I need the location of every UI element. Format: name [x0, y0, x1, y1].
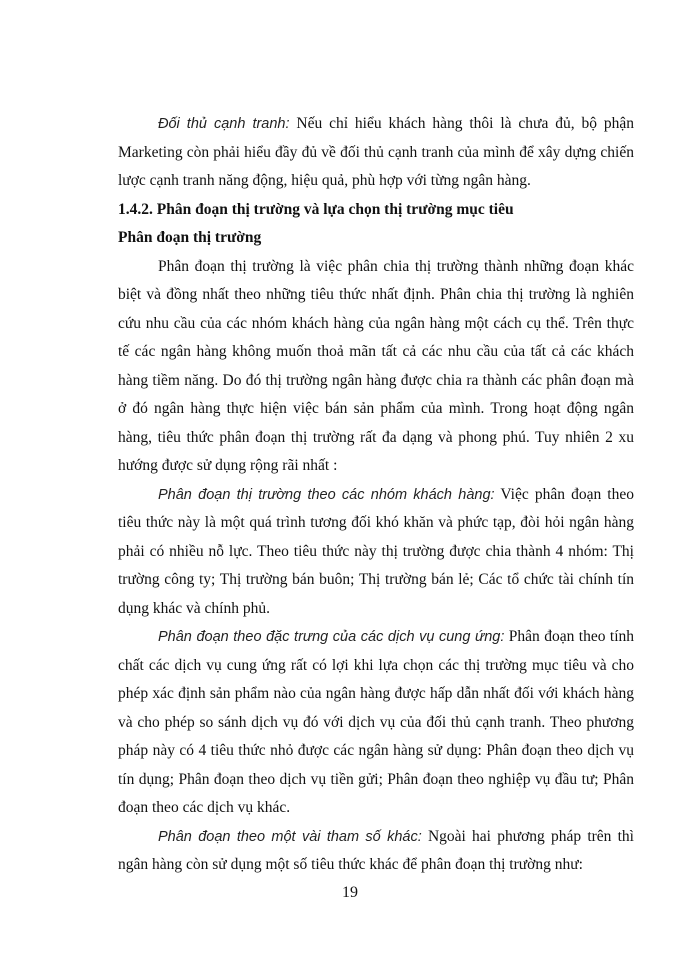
subsection-heading: Phân đoạn thị trường — [118, 229, 262, 246]
paragraph-customer-groups — [118, 481, 634, 624]
section-heading: 1.4.2. Phân đoạn thị trường và lựa chọn thị trường mục tiêu — [118, 200, 514, 218]
paragraph-competitors — [118, 110, 634, 196]
paragraph-body: Phân đoạn theo tính chất các dịch vụ cung ứng rất có lợi khi lựa chọn các thị trường mục tiêu và cho phép xác định sản phẩm nào của ngân hàng được hấp dẫn nhất đối với khách hàng và cho phép so sánh dịch vụ đó với dịch vụ của đối thủ cạnh tranh. Theo phương pháp này có 4 tiêu thức nhỏ được các ngân hàng sử dụng: Phân đoạn theo dịch vụ tín dụng; Phân đoạn theo dịch vụ tiền gửi; Phân đoạn theo nghiệp vụ đầu tư; Phân đoạn theo các dịch vụ khác. — [118, 628, 634, 816]
paragraph-body: Nếu chỉ hiểu khách hàng thôi là chưa đủ, bộ phận Marketing còn phải hiểu đầy đủ về đối thủ cạnh tranh của mình để xây dựng chiến lược cạnh tranh năng động, hiệu quả, phù hợp với từng ngân hàng. — [118, 115, 634, 189]
paragraph-body: Ngoài hai phương pháp trên thì ngân hàng còn sử dụng một số tiêu thức khác để phân đoạn thị trường như: — [118, 827, 634, 873]
body-text — [118, 110, 634, 880]
paragraph-lead-italic: Phân đoạn theo đặc trưng của các dịch vụ cung ứng: — [158, 629, 505, 645]
paragraph-body: Việc phân đoạn theo tiêu thức này là một quá trình tương đối khó khăn và phức tạp, đòi hỏi ngân hàng phải có nhiều nỗ lực. Theo tiêu thức này thị trường được chia thành 4 nhóm: Thị trường công ty; Thị trường bán buôn; Thị trường bán lẻ; Các tổ chức tài chính tín dụng khác và chính phủ. — [118, 485, 634, 617]
paragraph-lead-italic: Phân đoạn theo một vài tham số khác: — [158, 828, 422, 845]
paragraph-lead-italic: Đối thủ cạnh tranh: — [158, 116, 290, 132]
page-number: 19 — [342, 884, 358, 901]
paragraph-other-parameters — [118, 823, 634, 880]
paragraph-lead-italic: Phân đoạn thị trường theo các nhóm khách hàng: — [158, 486, 495, 503]
paragraph-segmentation: Phân đoạn thị trường là việc phân chia thị trường thành những đoạn khác biệt và đồng nhất theo những tiêu thức nhất định. Phân chia thị trường là nghiên cứu nhu cầu của các nhóm khách hàng của ngân hàng một cách cụ thể. Trên thực tế các ngân hàng không muốn thoả mãn tất cả các nhu cầu của tất cả các khách hàng tiềm năng. Do đó thị trường ngân hàng được chia ra thành các phân đoạn mà ở đó ngân hàng thực hiện việc bán sản phẩm của mình. Trong hoạt động ngân hàng, tiêu thức phân đoạn thị trường rất đa dạng và phong phú. Tuy nhiên 2 xu hướng được sử dụng rộng rãi nhất : — [118, 257, 634, 474]
paragraph-service-characteristics — [118, 623, 634, 823]
